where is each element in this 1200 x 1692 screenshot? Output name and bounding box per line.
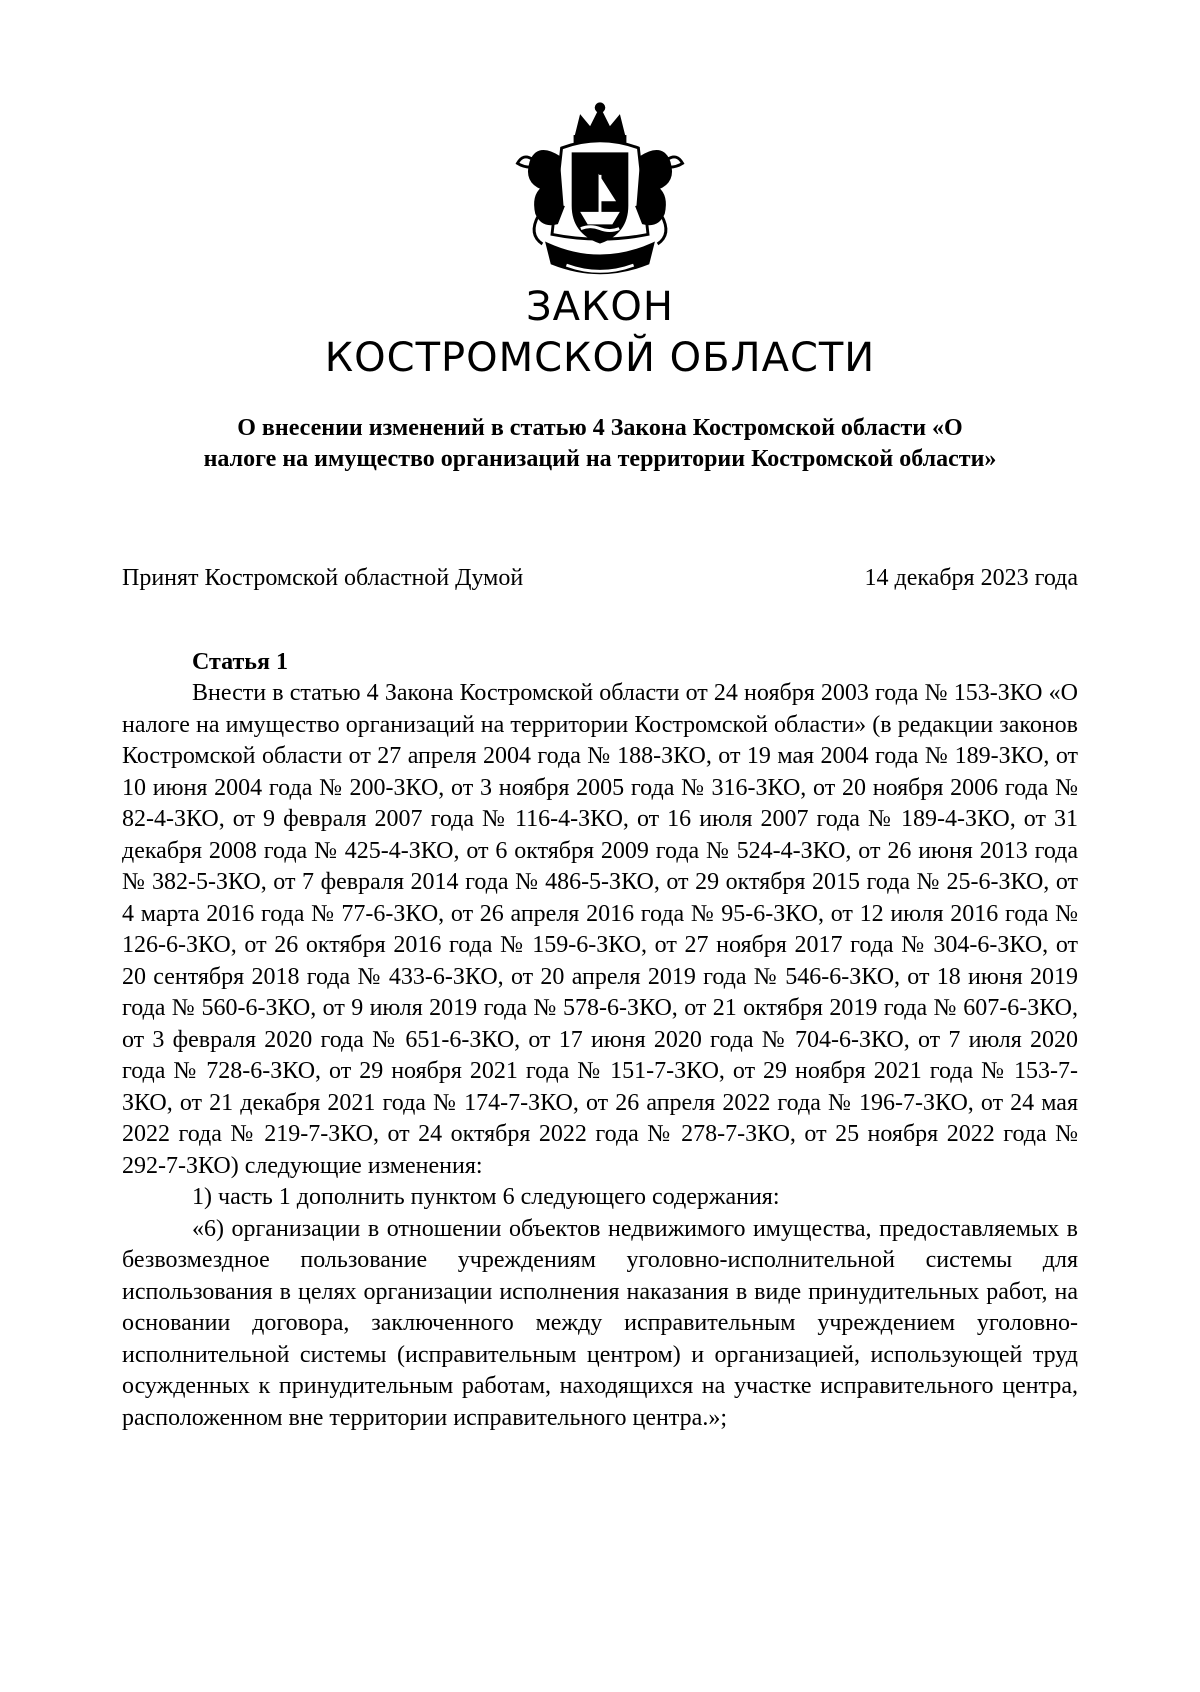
article-body	[122, 678, 1078, 1434]
adoption-date: 14 декабря 2023 года	[864, 565, 1078, 591]
article-paragraph: 1) часть 1 дополнить пунктом 6 следующего содержания:	[192, 1184, 780, 1210]
adopted-by: Принят Костромской областной Думой	[122, 565, 524, 591]
law-subtitle: О внесении изменений в статью 4 Закона Костромской области «О налоге на имущество организаций на территории Костромской области»	[203, 415, 997, 472]
article-heading: Статья 1	[192, 649, 288, 675]
article-paragraph: «6) организации в отношении объектов недвижимого имущества, предоставляемых в безвозмездное пользование учреждениям уголовно-исполнительной системы для использования в целях организации исполнения наказания в виде принудительных работ, на основании договора, заключенного между исправительным учреждением уголовно-исполнительной системы (исправительным центром) и организацией, использующей труд осужденных к принудительным работам, находящихся на участке исправительного центра, расположенном вне территории исправительного центра.»;	[122, 1215, 1078, 1431]
document-title-line-1: ЗАКОН	[526, 284, 674, 330]
article-paragraph: Внести в статью 4 Закона Костромской области от 24 ноября 2003 года № 153-ЗКО «О налоге на имущество организаций на территории Костромской области» (в редакции законов Костромской области от 27 апреля 2004 года № 188-ЗКО, от 19 мая 2004 года № 189-ЗКО, от 10 июня 2004 года № 200-ЗКО, от 3 ноября 2005 года № 316-ЗКО, от 20 ноября 2006 года № 82-4-ЗКО, от 9 февраля 2007 года № 116-4-ЗКО, от 16 июля 2007 года № 189-4-ЗКО, от 31 декабря 2008 года № 425-4-ЗКО, от 6 октября 2009 года № 524-4-ЗКО, от 26 июня 2013 года № 382-5-ЗКО, от 7 февраля 2014 года № 486-5-ЗКО, от 29 октября 2015 года № 25-6-ЗКО, от 4 марта 2016 года № 77-6-ЗКО, от 26 апреля 2016 года № 95-6-ЗКО, от 12 июля 2016 года № 126-6-ЗКО, от 26 октября 2016 года № 159-6-ЗКО, от 27 ноября 2017 года № 304-6-ЗКО, от 20 сентября 2018 года № 433-6-ЗКО, от 20 апреля 2019 года № 546-6-ЗКО, от 18 июня 2019 года № 560-6-ЗКО, от 9 июля 2019 года № 578-6-ЗКО, от 21 октября 2019 года № 607-6-ЗКО, от 3 февраля 2020 года № 651-6-ЗКО, от 17 июня 2020 года № 704-6-ЗКО, от 7 июля 2020 года № 728-6-ЗКО, от 29 ноября 2021 года № 151-7-ЗКО, от 29 ноября 2021 года № 153-7-ЗКО, от 21 декабря 2021 года № 174-7-ЗКО, от 26 апреля 2022 года № 196-7-ЗКО, от 24 мая 2022 года № 219-7-ЗКО, от 24 октября 2022 года № 278-7-ЗКО, от 25 ноября 2022 года № 292-7-ЗКО) следующие изменения:	[122, 680, 1078, 1179]
document-title-line-2: КОСТРОМСКОЙ ОБЛАСТИ	[324, 335, 876, 381]
coat-of-arms-icon	[504, 100, 696, 292]
